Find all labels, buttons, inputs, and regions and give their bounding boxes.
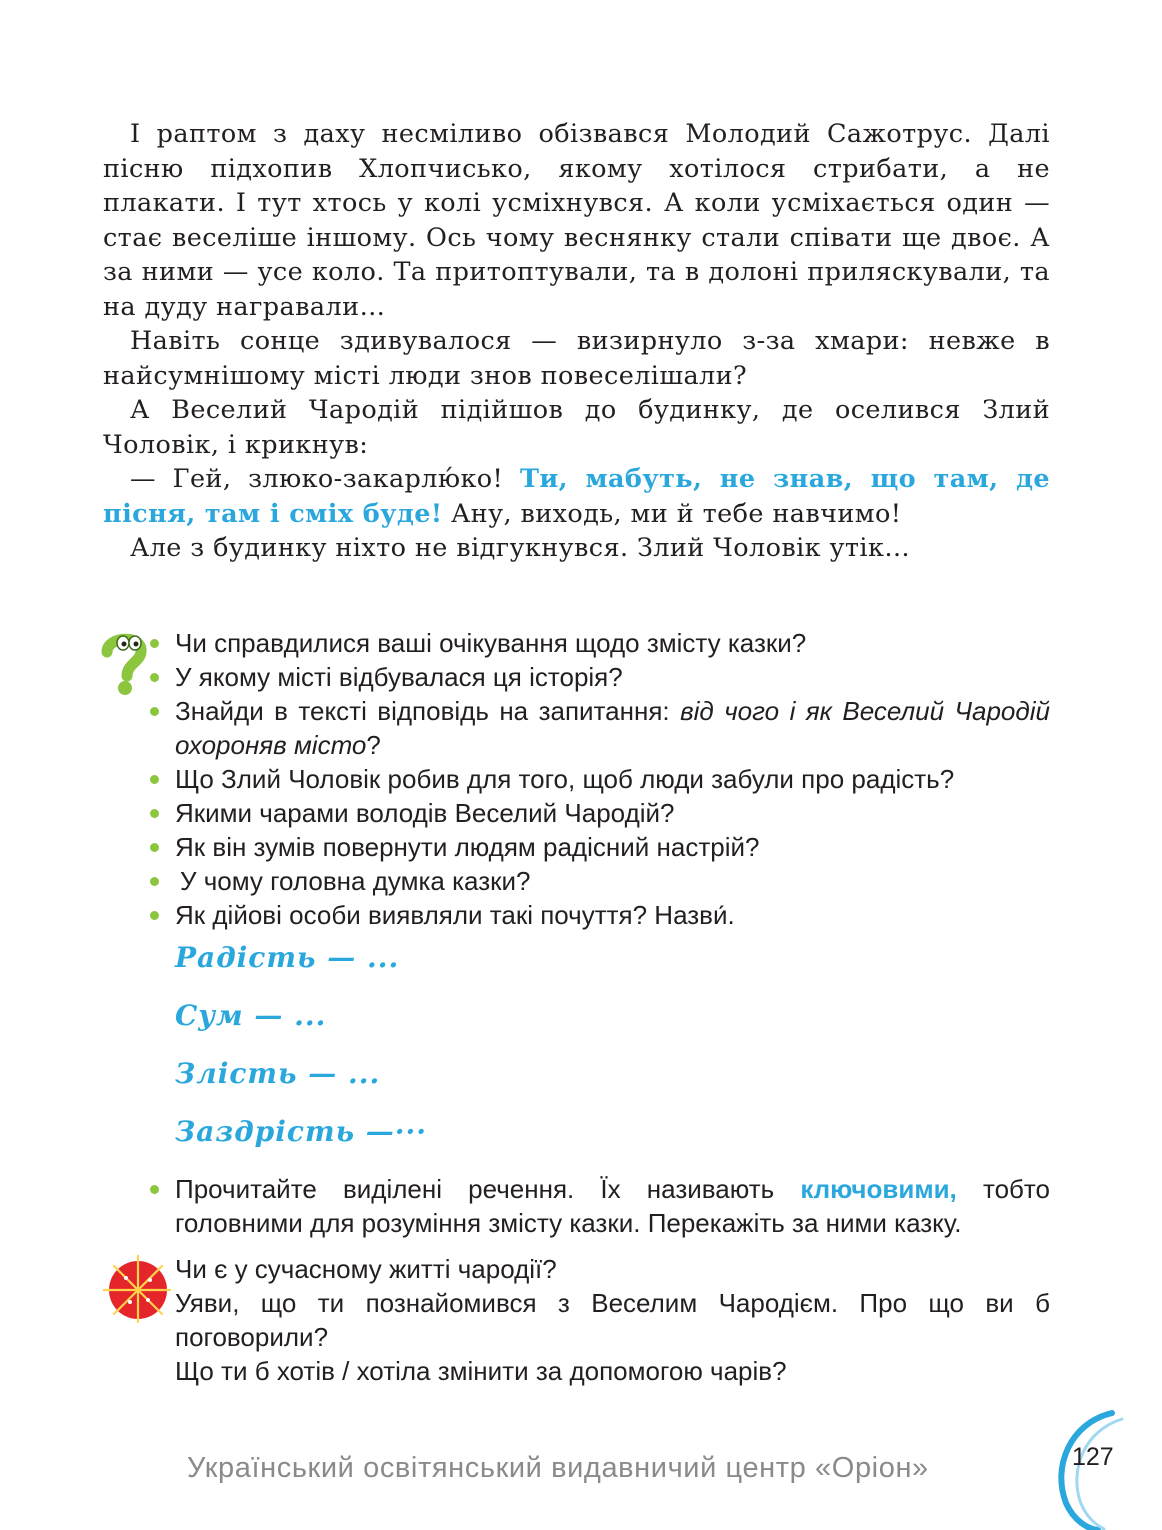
question-italic: від чого і як Веселий Чародій охороняв місто [175,696,1050,760]
question-item: У якому місті відбувалася ця історія? [150,660,1050,694]
keyword-highlight: ключовими, [800,1174,957,1204]
feelings-list [175,938,427,1170]
task-text-end: тобто головними для розуміння змісту казки. Перекажіть за ними казку. [175,1174,1050,1238]
story-paragraph-4 [103,462,1050,531]
question-item: Як він зумів повернути людям радісний настрій? [150,830,1050,864]
question-mark-icon [97,630,153,696]
publisher-footer: Український освітянський видавничий центр «Оріон» [187,1452,929,1484]
page-number: 127 [1072,1443,1114,1471]
task-item [150,1172,1050,1240]
question-end: ? [366,730,381,760]
question-item: Що Злий Чоловік робив для того, щоб люди забули про радість? [150,762,1050,796]
key-sentence: Ти, мабуть, не знав, що там, де пісня, там і сміх буде! [103,464,1050,529]
creative-line-2: Уяви, що ти познайомився з Веселим Чародієм. Про що ви б поговорили? [175,1288,1050,1352]
creative-line-3: Що ти б хотів / хотіла змінити за допомогою чарів? [175,1356,787,1386]
question-item: Чи справдилися ваші очікування щодо змісту казки? [150,626,1050,660]
task-text-start: Прочитайте виділені речення. Їх називають [175,1174,801,1204]
question-text: Знайди в тексті відповідь на запитання: [175,696,681,726]
creative-questions [175,1252,1050,1388]
question-item [150,694,1050,762]
story-text [103,117,1050,566]
dialogue-start: — Гей, злюко-закарлю́ко! [130,464,520,494]
story-paragraph-5: Але з будинку ніхто не відгукнувся. Злий Чоловік утік… [130,533,911,563]
question-item: Якими чарами володів Веселий Чародій? [150,796,1050,830]
question-item: Як дійові особи виявляли такі почуття? Назви́. [150,898,1050,932]
feeling-envy: Заздрість —··· [175,1115,428,1148]
story-paragraph-2: Навіть сонце здивувалося — визирнуло з-за хмари: невже в найсумнішому місті люди знов повеселішали? [103,326,1050,391]
feeling-sadness: Сум — ... [175,999,327,1032]
feeling-anger: Злість — ... [175,1057,381,1090]
dialogue-end: Ану, виходь, ми й тебе навчимо! [442,498,902,529]
creative-line-1: Чи є у сучасному житті чародії? [175,1254,557,1284]
starburst-icon [102,1254,172,1324]
story-paragraph-1: І раптом з даху несміливо обізвався Молодий Сажотрус. Далі пісню підхопив Хлопчисько, якому хотілося стрибати, а не плакати. І тут хтось у колі усміхнувся. А коли усміхається один — стає веселіше іншому. Ось чому веснянку стали співати ще двоє. А за ними — усе коло. Та притоптували, та в долоні приляскували, та на дуду награвали… [103,119,1050,322]
key-sentences-task [150,1172,1050,1240]
questions-list [150,626,1050,932]
story-paragraph-3: А Веселий Чародій підійшов до будинку, де оселився Злий Чоловік, і крикнув: [103,395,1050,460]
feeling-joy: Радість — ... [175,941,400,974]
question-item: У чому головна думка казки? [150,864,1050,898]
